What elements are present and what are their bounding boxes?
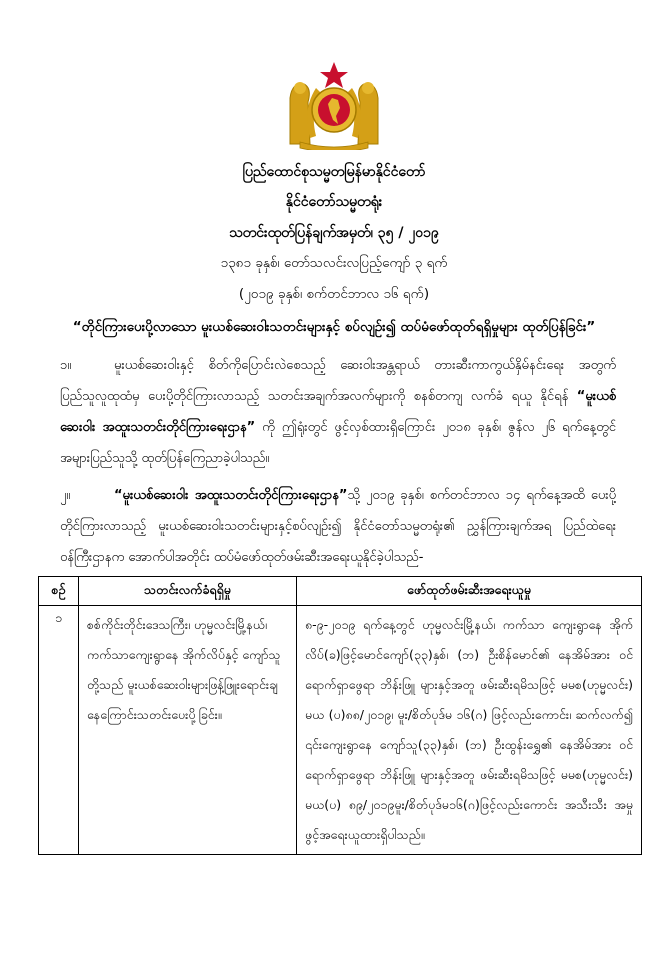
paragraph-1-number: ၁။ [60, 358, 72, 373]
table-header-row [39, 577, 642, 606]
date-myanmar: ၁၃၈၁ ခုနှစ်၊ တော်သလင်းလပြည့်ကျော် ၃ ရက် [220, 255, 448, 271]
paragraph-1-bold: “မူးယစ်ဆေးဝါး အထူးသတင်းတိုင်ကြားရေးဌာန” [60, 389, 616, 435]
release-subject: “တိုင်ကြားပေးပို့လာသော မူးယစ်ဆေးဝါးသတင်းများနှင့် စပ်လျဉ်း၍ ထပ်မံဖော်ထုတ်ရရှိမှုများ ထုတ်ပြန်ခြင်း” [72, 319, 596, 335]
country-name: ပြည်ထောင်စုသမ္မတမြန်မာနိုင်ငံတော် [242, 164, 426, 180]
state-seal-emblem [286, 58, 382, 150]
row-action: ၈-၉-၂၀၁၉ ရက်နေ့တွင် ဟုမ္မလင်းမြို့နယ်၊ ကက်သာ ကျေးရွာနေ အိုက်လိပ်(ခ)ဖြင့်မောင်ကျော်(၃၃)နှစ်၊ (ဘ) ဦးစိန်မောင်၏ နေအိမ်အား ဝင်ရောက်ရှာဖွေရာ ဘိန်းဖြူ များနှင့်အတူ ဖမ်းဆီးရမိသဖြင့် မမစ(ဟုမ္မလင်း) မယ (ပ)၈၈/၂၀၁၉၊ မူး/စိတ်ပုဒ်မ ၁၆(ဂ) ဖြင့်လည်းကောင်း၊ ဆက်လက်၍ ၎င်းကျေးရွာနေ ကျော်သူ(၃၃)နှစ်၊ (ဘ) ဦးထွန်းရွှေ၏ နေအိမ်အား ဝင်ရောက်ရှာဖွေရာ ဘိန်းဖြူ များနှင့်အတူ ဖမ်းဆီးရမိသဖြင့် မမစ(ဟုမ္မလင်း) မယ(ပ) ၈၉/၂၀၁၉မူး/စိတ်ပုဒ်မ၁၆(ဂ)ဖြင့်လည်းကောင်း အသီးသီး အမှုဖွင့်အရေးယူထားရှိပါသည်။ [297, 606, 642, 855]
header-serial: စဉ် [39, 577, 79, 606]
row-serial: ၁ [39, 606, 79, 855]
header-received: သတင်းလက်ခံရရှိမှု [79, 577, 297, 606]
paragraph-2-number: ၂။ [60, 488, 71, 503]
office-name: နိုင်ငံတော်သမ္မတရုံး [285, 194, 383, 210]
release-number: သတင်းထုတ်ပြန်ချက်အမှတ်၊ ၃၅ / ၂၀၁၉ [229, 225, 439, 241]
paragraph-2-bold: “မူးယစ်ဆေးဝါး အထူးသတင်းတိုင်ကြားရေးဌာန” [114, 488, 348, 503]
paragraph-1-rest: ကို ဤရုံးတွင် ဖွင့်လှစ်ထားရှိကြောင်း ၂၀၁၈ ခုနှစ်၊ ဇွန်လ ၂၆ ရက်နေ့တွင် အများပြည်သူသို့ ထုတ်ပြန်ကြေညာခဲ့ပါသည်။ [60, 420, 616, 466]
paragraph-1 [60, 350, 616, 474]
paragraph-2 [60, 480, 616, 573]
header-action: ဖော်ထုတ်ဖမ်းဆီးအရေးယူမှု [297, 577, 642, 606]
report-table [38, 576, 642, 855]
row-received: စစ်ကိုင်းတိုင်းဒေသကြီး၊ ဟုမ္မလင်းမြို့နယ်၊ ကက်သာကျေးရွာနေ အိုက်လိပ်နှင့် ကျော်သူ တို့သည် မူးယစ်ဆေးဝါးများဖြန့်ဖြူးရောင်းချ နေကြောင်းသတင်းပေးပို့ခြင်း။ [79, 606, 297, 855]
date-western: (၂၀၁၉ ခုနှစ်၊ စက်တင်ဘာလ ၁၆ ရက်) [238, 286, 430, 302]
paragraph-1-text: မူးယစ်ဆေးဝါးနှင့် စိတ်ကိုပြောင်းလဲစေသည့် ဆေးဝါးအန္တရာယ် တားဆီးကာကွယ်နှိမ်နင်းရေး အတွက် ပြည်သူလူထုထံမှ ပေးပို့တိုင်ကြားလာသည့် သတင်းအချက်အလက်များကို စနစ်တကျ လက်ခံ ရယူ နိုင်ရန် [60, 358, 616, 404]
table-row [39, 606, 642, 855]
paragraph-2-text: သို့ ၂၀၁၉ ခုနှစ်၊ စက်တင်ဘာလ ၁၄ ရက်နေ့အထိ ပေးပို့တိုင်ကြားလာသည့် မူးယစ်ဆေးဝါးသတင်းများနှင့်စပ်လျဉ်း၍ နိုင်ငံတော်သမ္မတရုံး၏ ညွှန်ကြားချက်အရ ပြည်ထဲရေးဝန်ကြီးဌာနက အောက်ပါအတိုင်း ထပ်မံဖော်ထုတ်ဖမ်းဆီးအရေးယူနိုင်ခဲ့ပါသည်- [60, 488, 617, 565]
